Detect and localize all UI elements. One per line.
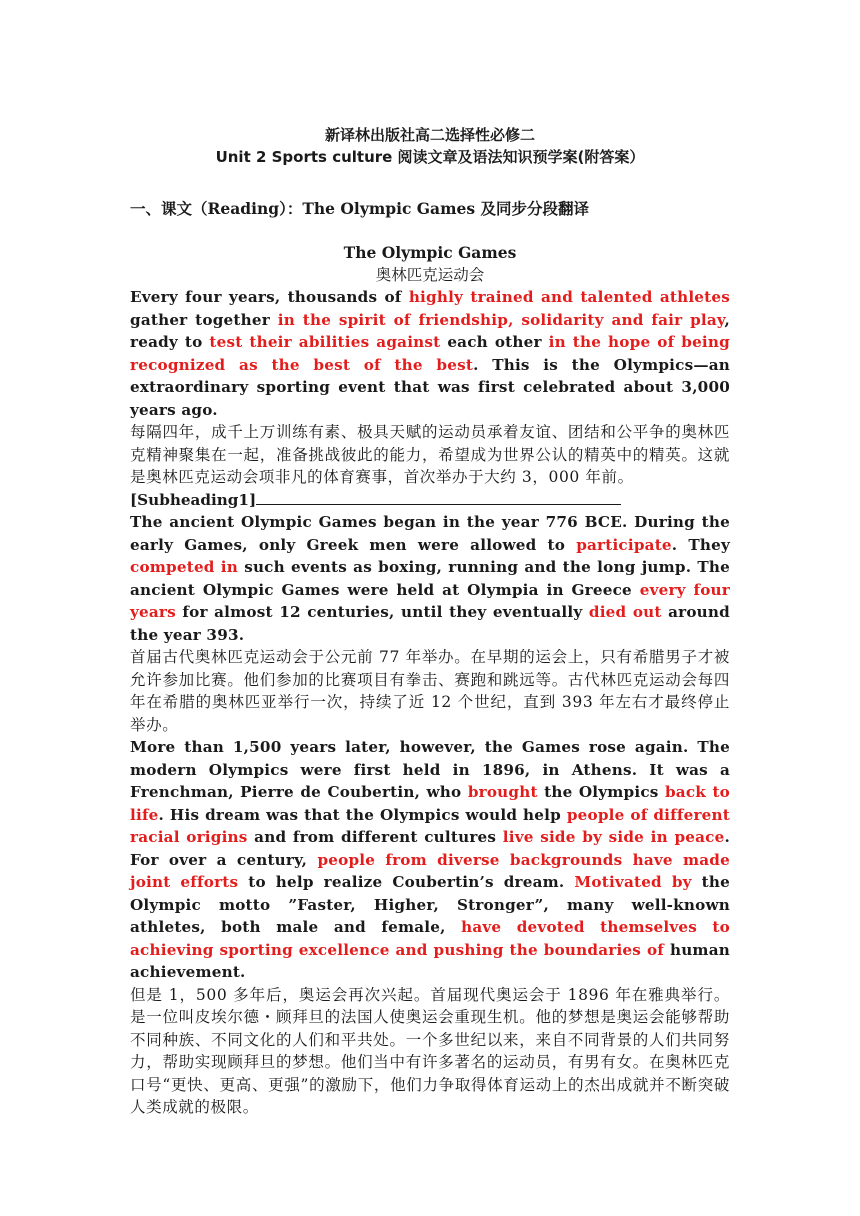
- fill-in-blank-line: [256, 489, 621, 505]
- doc-subtitle: Unit 2 Sports culture 阅读文章及语法知识预学案(附答案）: [215, 148, 645, 166]
- text-run: and from different cultures: [247, 828, 503, 846]
- text-run: , ready to: [130, 310, 730, 351]
- text-run: . They: [671, 535, 731, 554]
- text-run: for almost 12 centuries, until they eventually: [175, 603, 589, 621]
- text-run: human achievement.: [130, 940, 730, 981]
- text-run: . His dream was that the Olympics would help: [158, 805, 567, 824]
- text-run: Every four years, thousands of: [130, 288, 409, 306]
- highlighted-phrase: test their abilities against: [209, 333, 441, 351]
- highlighted-phrase: back to life: [130, 783, 730, 824]
- text-run: the Olympics: [537, 783, 665, 801]
- text-run: such events as boxing, running and the long jump. The ancient Olympic Games were held at Olympia in Greece: [130, 558, 730, 599]
- highlighted-phrase: in the hope of being recognized as the best of the best: [130, 333, 730, 374]
- text-run: . This is the Olympics—an extraordinary sporting event that was first celebrated about 3,000 years ago.: [130, 355, 730, 419]
- highlighted-phrase: participate: [576, 535, 672, 554]
- highlighted-phrase: highly trained and talented athletes: [408, 288, 730, 306]
- highlighted-phrase: brought: [467, 783, 538, 801]
- text-run: each other: [440, 333, 549, 351]
- text-run: around the year 393.: [130, 603, 730, 644]
- highlighted-phrase: Motivated by: [574, 873, 692, 891]
- article-title-cn: 奥林匹克运动会: [375, 266, 485, 284]
- text-run: More than 1,500 years later, however, the Games rose again. The modern Olympics were first held in 1896, in Athens. It was a Frenchman, Pierre de Coubertin, who: [130, 738, 730, 801]
- section-heading: 一、课文（Reading）：The Olympic Games 及同步分段翻译: [130, 199, 589, 218]
- text-run: the Olympic motto ”Faster, Higher, Stronger”, many well-known athletes, both male and female,: [130, 873, 730, 936]
- document-page: [130, 120, 730, 1119]
- highlighted-phrase: competed in: [130, 558, 239, 576]
- paragraph-3-cn: 但是 1，500 多年后，奥运会再次兴起。首届现代奥运会于 1896 年在雅典举行。是一位叫皮埃尔德・顾拜旦的法国人使奥运会重现生机。他的梦想是奥运会能够帮助不同种族、不同文化的人们和平共处。一个多世纪以来，来自不同背景的人们共同努力，帮助实现顾拜旦的梦想。他们当中有许多著名的运动员，有男有女。在奥林匹克口号“更快、更高、更强”的激励下，他们力争取得体育运动上的杰出成就并不断突破人类成就的极限。: [130, 985, 730, 1116]
- subheading-blank: [130, 489, 730, 512]
- highlighted-phrase: people of different racial origins: [130, 805, 730, 846]
- highlighted-phrase: died out: [588, 603, 662, 621]
- paragraph-3-en: [130, 736, 730, 984]
- highlighted-phrase: live side by side in peace: [502, 828, 725, 846]
- text-run: The ancient Olympic Games began in the year 776 BCE. During the early Games, only Greek men were allowed to: [130, 513, 730, 554]
- text-run: gather together: [130, 310, 278, 329]
- subheading-label: [Subheading1]: [130, 490, 257, 509]
- text-run: to help realize Coubertin’s dream.: [238, 873, 575, 891]
- article-title: The Olympic Games: [343, 243, 517, 262]
- text-run: . For over a century,: [130, 828, 730, 869]
- highlighted-phrase: in the spirit of friendship, solidarity and fair play: [277, 310, 725, 329]
- highlighted-phrase: have devoted themselves to achieving sporting excellence and pushing the boundaries of: [130, 918, 730, 959]
- paragraph-2-en: [130, 511, 730, 646]
- highlighted-phrase: every four years: [130, 580, 730, 621]
- highlighted-phrase: people from diverse backgrounds have made joint efforts: [130, 850, 730, 891]
- paragraph-2-cn: 首届古代奥林匹克运动会于公元前 77 年举办。在早期的运会上，只有希腊男子才被允许参加比赛。他们参加的比赛项目有拳击、赛跑和跳远等。古代林匹克运动会每四年在希腊的奥林匹亚举行一次，持续了近 12 个世纪，直到 393 年左右才最终停止举办。: [130, 648, 730, 734]
- doc-title: 新译林出版社高二选择性必修二: [324, 126, 535, 144]
- paragraph-1-en: [130, 286, 730, 421]
- paragraph-1-cn: 每隔四年，成千上万训练有素、极具天赋的运动员承着友谊、团结和公平争的奥林匹克精神聚集在一起，准备挑战彼此的能力，希望成为世界公认的精英中的精英。这就是奥林匹克运动会项非凡的体育赛事，首次举办于大约 3，000 年前。: [130, 423, 730, 486]
